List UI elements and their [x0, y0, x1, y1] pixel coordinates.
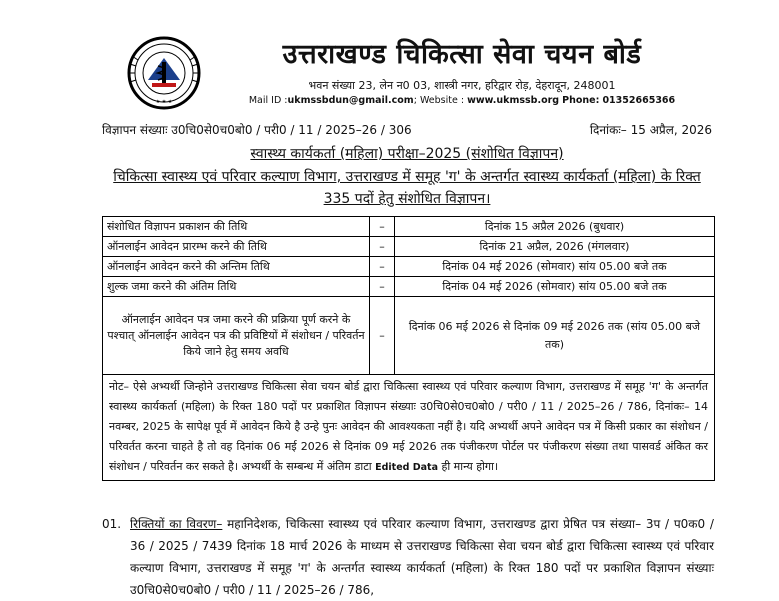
reference-row — [102, 121, 712, 138]
table-row — [103, 297, 715, 375]
board-emblem-logo — [108, 36, 220, 110]
mail-link[interactable]: ukmssbdun@gmail.com — [287, 95, 414, 106]
schedule-label: ऑनलाईन आवेदन करने की अन्तिम तिथि — [103, 257, 370, 277]
schedule-dash: – — [370, 297, 395, 375]
schedule-dash: – — [370, 237, 395, 257]
section-text: महानिदेशक, चिकित्सा स्वास्थ्य एवं परिवार कल्याण विभाग, उत्तराखण्ड द्वारा प्रेषित पत्र संख्या– 3प / प0क0 / 36 / 2025 / 7439 दिनांक 18 मार्च 2026 के माध्यम से उत्तराखण्ड चिकित्सा सेवा चयन बोर्ड द्वारा चिकित्सा स्वास्थ्य एवं परिवार कल्याण विभाग, उत्तराखण्ड में समूह 'ग' के अन्तर्गत स्वास्थ्य कार्यकर्ता (महिला) के रिक्त 180 पदों पर प्रकाशित विज्ञापन संख्याः उ0चि0से0च0बो0 / परी0 / 11 / 2025–26 / 786, — [130, 517, 714, 597]
office-address: भवन संख्या 23, लेन न0 03, शास्त्री नगर, हरिद्वार रोड़, देहरादून, 248001 — [308, 79, 616, 92]
advertisement-number: विज्ञापन संख्याः उ0चि0से0च0बो0 / परी0 / 11 / 2025–26 / 306 — [102, 123, 412, 137]
contact-line: Mail ID :ukmssbdun@gmail.com; Website : www.ukmssb.org Phone: 01352665366 — [248, 95, 676, 106]
schedule-label: ऑनलाईन आवेदन पत्र जमा करने की प्रक्रिया पूर्ण करने के पश्चात् ऑनलाईन आवेदन पत्र की प्रविष्टियों में संशोधन / परिवर्तन किये जाने हेतु समय अवधि — [103, 297, 370, 375]
mail-label: Mail ID : — [248, 95, 288, 106]
schedule-label: ऑनलाईन आवेदन प्रारम्भ करने की तिथि — [103, 237, 370, 257]
schedule-label: संशोधित विज्ञापन प्रकाशन की तिथि — [103, 217, 370, 237]
subject-line: चिकित्सा स्वास्थ्य एवं परिवार कल्याण विभाग, उत्तराखण्ड में समूह 'ग' के अन्तर्गत स्वास्थ्य कार्यकर्ता (महिला) के रिक्त 335 पदों हेतु संशोधित विज्ञापन। — [113, 169, 701, 207]
note-edited-data: Edited Data — [375, 462, 438, 473]
note-row — [103, 375, 715, 481]
schedule-label: शुल्क जमा करने की अंतिम तिथि — [103, 277, 370, 297]
schedule-dash: – — [370, 217, 395, 237]
phone-label: Phone: — [562, 95, 600, 106]
schedule-dash: – — [370, 277, 395, 297]
table-row — [103, 257, 715, 277]
schedule-table — [102, 216, 715, 481]
note-tail: ही मान्य होगा। — [441, 460, 499, 473]
schedule-value: दिनांक 21 अप्रैल, 2026 (मंगलवार) — [395, 237, 715, 257]
table-row — [103, 277, 715, 297]
note-text: नोट– ऐसे अभ्यर्थी जिन्होने उत्तराखण्ड चिकित्सा सेवा चयन बोर्ड द्वारा चिकित्सा स्वास्थ्य एवं परिवार कल्याण विभाग, उत्तराखण्ड में समूह 'ग' के अन्तर्गत स्वास्थ्य कार्यकर्ता (महिला) के रिक्त 180 पदों पर प्रकाशित विज्ञापन संख्याः उ0चि0से0च0बो0 / परी0 / 11 / 2025–26 / 786, दिनांकः– 14 नवम्बर, 2025 के सापेक्ष पूर्व में आवेदन किये है उन्हे पुनः आवेदन की आवश्यकता नहीं है। यदि अभ्यर्थी अपने आवेदन पत्र में किसी प्रकार का संशोधन / परिवर्तत करना चाहते है तो वह दिनांक 06 मई 2026 से दिनांक 09 मई 2026 तक पंजीकरण पोर्टल पर पंजीकरण संख्या तथा पासवर्ड अंकित कर संशोधन / परिवर्तन कर सकते है। अभ्यर्थी के सम्बन्ध में अंतिम डाटा — [109, 380, 708, 473]
schedule-value: दिनांक 04 मई 2026 (सोमवार) सांय 05.00 बजे तक — [395, 257, 715, 277]
phone-number: 01352665366 — [602, 95, 676, 106]
svg-text:★ ★ ★: ★ ★ ★ — [155, 99, 173, 105]
section-heading: रिक्तियों का विवरण– — [130, 517, 223, 531]
website-label: Website : — [419, 95, 465, 106]
schedule-value: दिनांक 15 अप्रैल 2026 (बुधवार) — [395, 217, 715, 237]
schedule-value: दिनांक 06 मई 2026 से दिनांक 09 मई 2026 तक (सांय 05.00 बजे तक) — [395, 297, 715, 375]
schedule-value: दिनांक 04 मई 2026 (सोमवार) सांय 05.00 बजे तक — [395, 277, 715, 297]
table-row — [103, 237, 715, 257]
note-cell — [103, 375, 715, 481]
section-number: 01. — [102, 517, 122, 531]
advertisement-date: दिनांकः– 15 अप्रैल, 2026 — [589, 123, 712, 137]
website-link[interactable]: www.ukmssb.org — [467, 95, 560, 106]
exam-title: स्वास्थ्य कार्यकर्ता (महिला) परीक्षा–2025 (संशोधित विज्ञापन) — [250, 146, 564, 162]
vacancy-section — [102, 513, 714, 601]
organization-title: उत्तराखण्ड चिकित्सा सेवा चयन बोर्ड — [282, 39, 642, 70]
schedule-dash: – — [370, 257, 395, 277]
table-row — [103, 217, 715, 237]
